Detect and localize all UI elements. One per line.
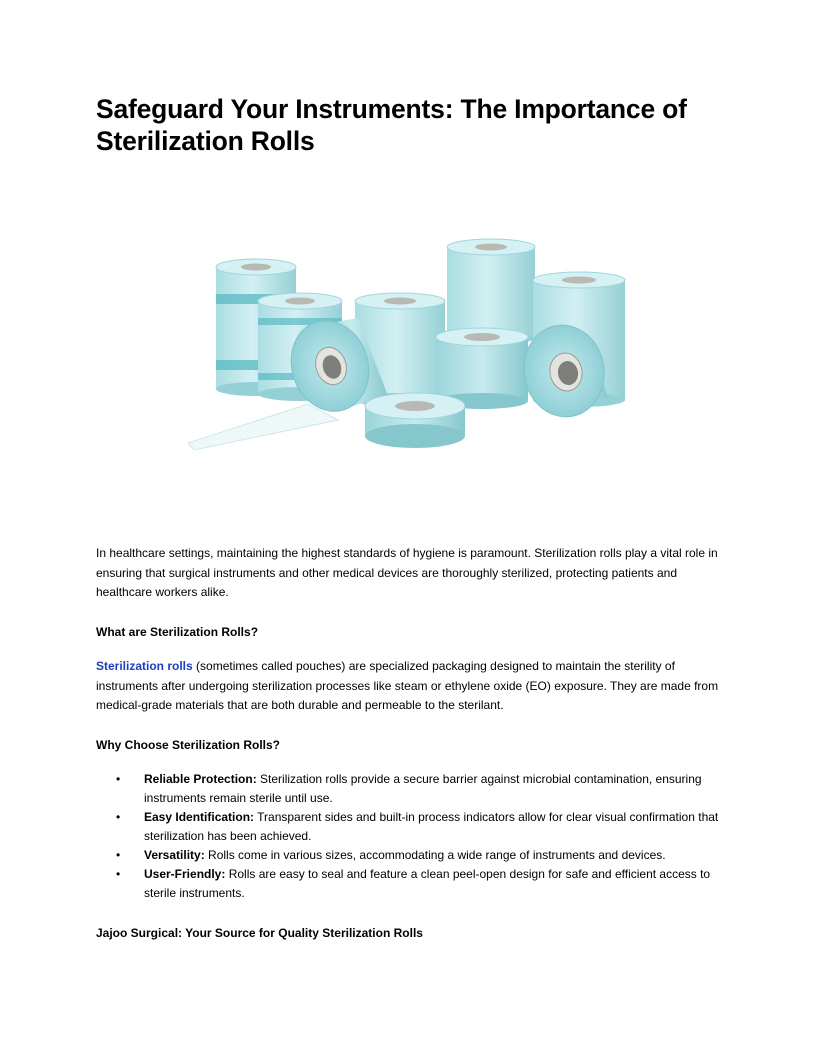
intro-paragraph: In healthcare settings, maintaining the highest standards of hygiene is paramount. Sterilization rolls play a vital role in ensuring that surgical instruments and other medical devices are thoroughly sterilized, protecting patients and healthcare workers alike. [96, 546, 718, 599]
list-item [96, 770, 720, 808]
bullet-text: Sterilization rolls provide a secure barrier against microbial contamination, ensuring instruments remain sterile until use. [144, 772, 702, 805]
roll-tape-strip [188, 404, 338, 450]
bullet-text: Transparent sides and built-in process indicators allow for clear visual confirmation that sterilization has been achieved. [144, 810, 719, 843]
list-item [96, 865, 720, 903]
bullet-label: Reliable Protection: [144, 772, 257, 786]
bullet-label: Versatility: [144, 848, 205, 862]
bullet-text: Rolls are easy to seal and feature a clean peel-open design for safe and efficient access to sterile instruments. [144, 867, 711, 900]
bullet-icon: • [116, 867, 121, 881]
section-heading-what: What are Sterilization Rolls? [96, 625, 259, 639]
section-heading-jajoo: Jajoo Surgical: Your Source for Quality Sterilization Rolls [96, 926, 423, 940]
definition-body: (sometimes called pouches) are specialized packaging designed to maintain the sterility of instruments after undergoing sterilization processes like steam or ethylene oxide (EO) exposure. They are made from medical-grade materials that are both durable and permeable to the sterilant. [96, 659, 719, 712]
roll-front-flat [365, 393, 465, 448]
definition-paragraph [96, 657, 720, 716]
bullet-text: Rolls come in various sizes, accommodating a wide range of instruments and devices. [204, 848, 666, 862]
section-heading-why: Why Choose Sterilization Rolls? [96, 738, 281, 752]
bullet-label: Easy Identification: [144, 810, 255, 824]
bullet-label: User-Friendly: [144, 867, 226, 881]
bullet-icon: • [116, 810, 121, 824]
sterilization-rolls-link[interactable]: Sterilization rolls [96, 659, 193, 673]
bullet-icon: • [116, 848, 121, 862]
bullet-icon: • [116, 772, 121, 786]
sterilization-rolls-image [188, 238, 628, 456]
page-title: Safeguard Your Instruments: The Importance of Sterilization Rolls [96, 94, 687, 156]
benefits-list [96, 770, 720, 903]
list-item [96, 846, 720, 865]
list-item [96, 808, 720, 846]
